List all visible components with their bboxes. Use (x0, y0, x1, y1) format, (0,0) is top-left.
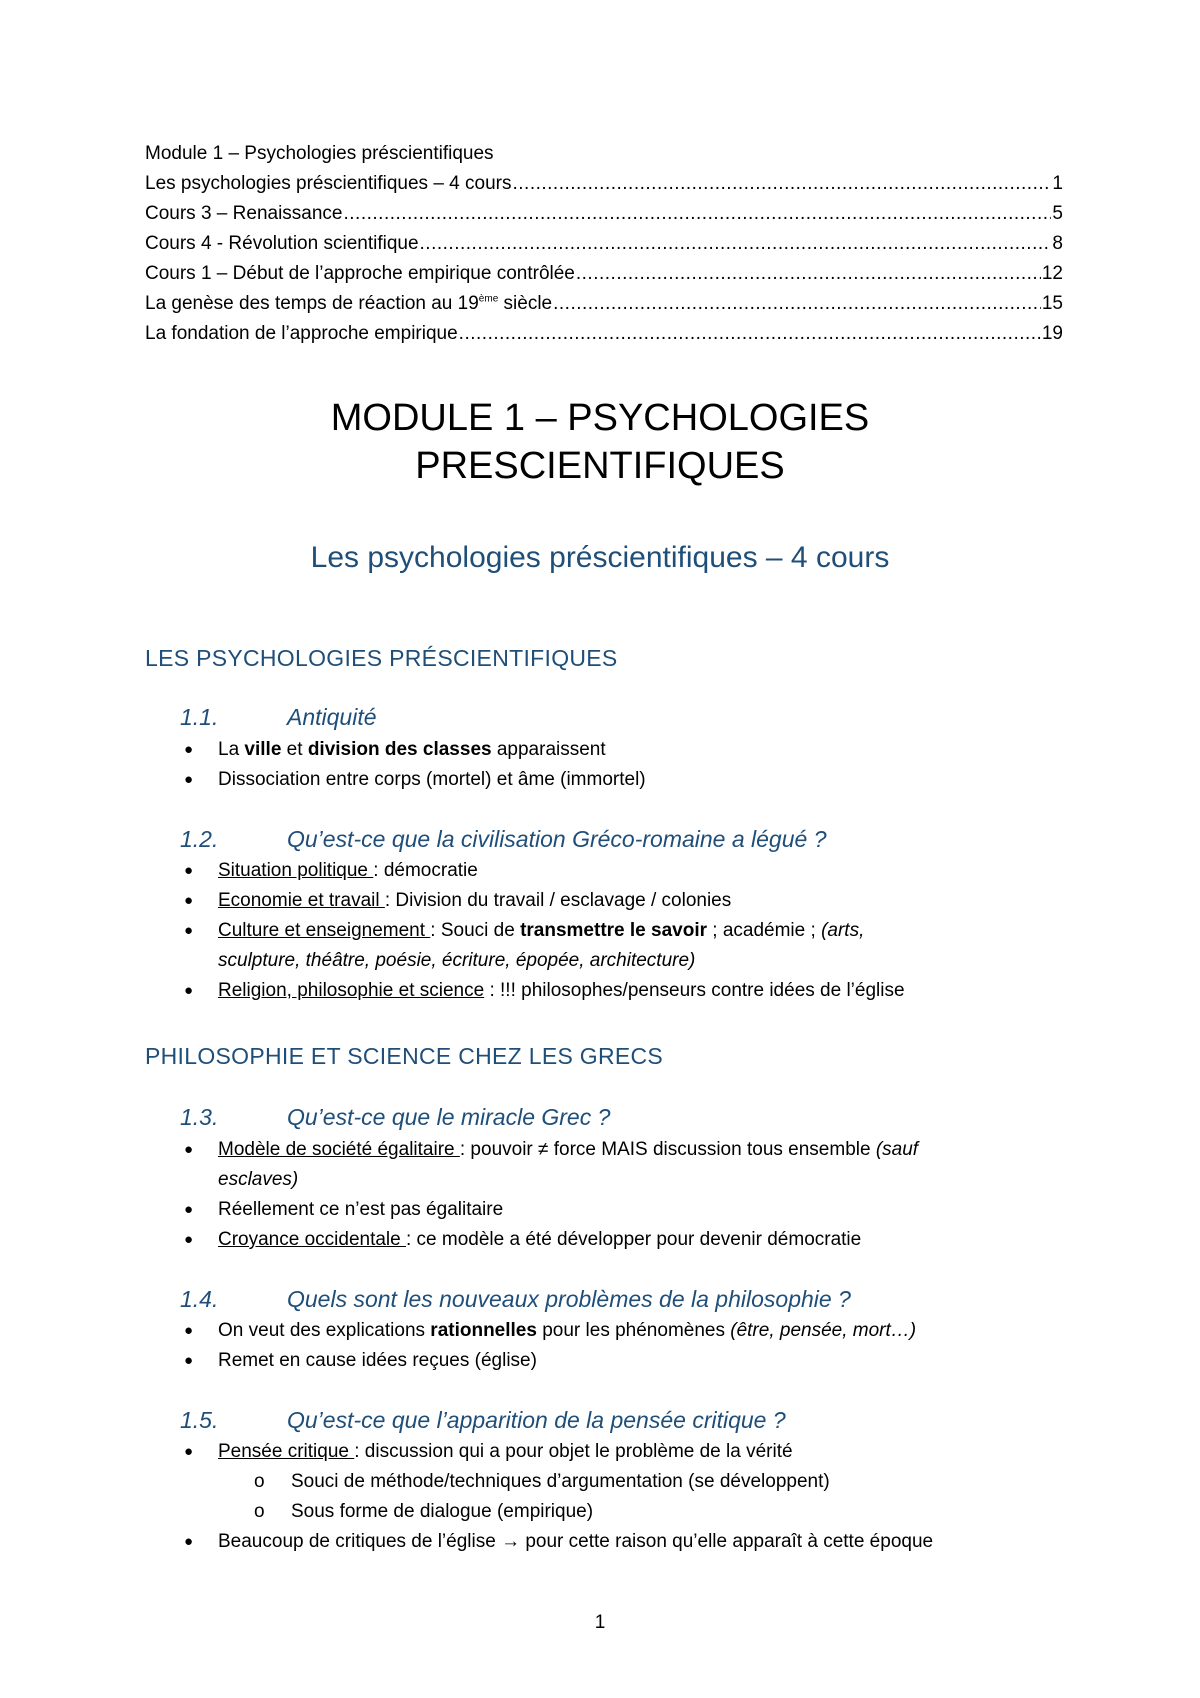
bullet-icon: ● (184, 771, 194, 788)
toc-entry[interactable]: Cours 4 - Révolution scientifique ..... 8 (145, 229, 1063, 259)
bullet-icon: ● (184, 1533, 194, 1550)
circle-bullet-icon: o (254, 1471, 265, 1492)
subsection-heading: 1.1. Antiquité (180, 704, 377, 730)
bullet-icon: ● (184, 1231, 194, 1248)
list-item: ● Croyance occidentale : ce modèle a été développer pour devenir démocratie (180, 1225, 1080, 1255)
subsection-heading: 1.4. Quels sont les nouveaux problèmes de la philosophie ? (180, 1286, 851, 1312)
bullet-icon: ● (184, 1201, 194, 1218)
section-heading: LES PSYCHOLOGIES PRÉSCIENTIFIQUES (145, 645, 618, 671)
main-title: Les psychologies préscientifiques – 4 cours (310, 541, 890, 574)
list-item: ● Religion, philosophie et science : !!! philosophes/penseurs contre idées de l’église (180, 976, 1080, 1006)
sub-list-item: o Sous forme de dialogue (empirique) (180, 1497, 1080, 1527)
toc-entry[interactable]: Cours 1 – Début de l’approche empirique contrôlée ..... 12 (145, 259, 1063, 289)
toc-header: Module 1 – Psychologies préscientifiques (145, 143, 494, 164)
toc-entry[interactable]: Cours 3 – Renaissance ..... 5 (145, 199, 1063, 229)
circle-bullet-icon: o (254, 1501, 265, 1522)
page-number: 1 (594, 1612, 606, 1633)
list-item: ● Beaucoup de critiques de l’église → pour cette raison qu’elle apparaît à cette époque (180, 1527, 1080, 1557)
bullet-icon: ● (184, 982, 194, 999)
sub-list-item: o Souci de méthode/techniques d’argumentation (se développent) (180, 1467, 1080, 1497)
list-item: ● Réellement ce n’est pas égalitaire (180, 1195, 1080, 1225)
subsection-heading: 1.3. Qu’est-ce que le miracle Grec ? (180, 1104, 611, 1130)
bullet-icon: ● (184, 892, 194, 909)
bullet-icon: ● (184, 922, 194, 939)
bullet-icon: ● (184, 1352, 194, 1369)
bullet-icon: ● (184, 1443, 194, 1460)
bullet-list (180, 1316, 1080, 1376)
bullet-icon: ● (184, 1322, 194, 1339)
list-item: ● Modèle de société égalitaire : pouvoir ≠ force MAIS discussion tous ensemble (sauf esclaves) (180, 1135, 1080, 1195)
toc-entry[interactable]: La fondation de l’approche empirique ..... 19 (145, 319, 1063, 349)
module-heading: MODULE 1 – PSYCHOLOGIES PRESCIENTIFIQUES (330, 397, 870, 487)
bullet-icon: ● (184, 741, 194, 758)
list-item: ● On veut des explications rationnelles pour les phénomènes (être, pensée, mort…) (180, 1316, 1080, 1346)
bullet-list (180, 735, 1080, 795)
bullet-icon: ● (184, 1141, 194, 1158)
toc-entry[interactable]: Les psychologies préscientifiques – 4 cours ..... 1 (145, 169, 1063, 199)
section-heading: PHILOSOPHIE ET SCIENCE CHEZ LES GRECS (145, 1043, 664, 1069)
list-item: ● Dissociation entre corps (mortel) et âme (immortel) (180, 765, 1080, 795)
subsection-heading: 1.5. Qu’est-ce que l’apparition de la pensée critique ? (180, 1407, 786, 1433)
subsection-heading: 1.2. Qu’est-ce que la civilisation Gréco-romaine a légué ? (180, 826, 827, 852)
table-of-contents (145, 139, 1063, 349)
list-item: ● Remet en cause idées reçues (église) (180, 1346, 1080, 1376)
bullet-list (180, 1135, 1080, 1255)
list-item: ● Culture et enseignement : Souci de transmettre le savoir ; académie ; (arts, sculpture, théâtre, poésie, écriture, épopée, architecture) (180, 916, 1080, 976)
bullet-list (180, 1437, 1080, 1557)
bullet-list (180, 856, 1080, 1006)
bullet-icon: ● (184, 862, 194, 879)
list-item: ● La ville et division des classes apparaissent (180, 735, 1080, 765)
list-item: ● Pensée critique : discussion qui a pour objet le problème de la vérité (180, 1437, 1080, 1467)
arrow-icon: → (501, 1531, 521, 1552)
toc-entry[interactable]: La genèse des temps de réaction au 19ème siècle ..... 15 (145, 289, 1063, 319)
list-item: ● Situation politique : démocratie (180, 856, 1080, 886)
list-item: ● Economie et travail : Division du travail / esclavage / colonies (180, 886, 1080, 916)
